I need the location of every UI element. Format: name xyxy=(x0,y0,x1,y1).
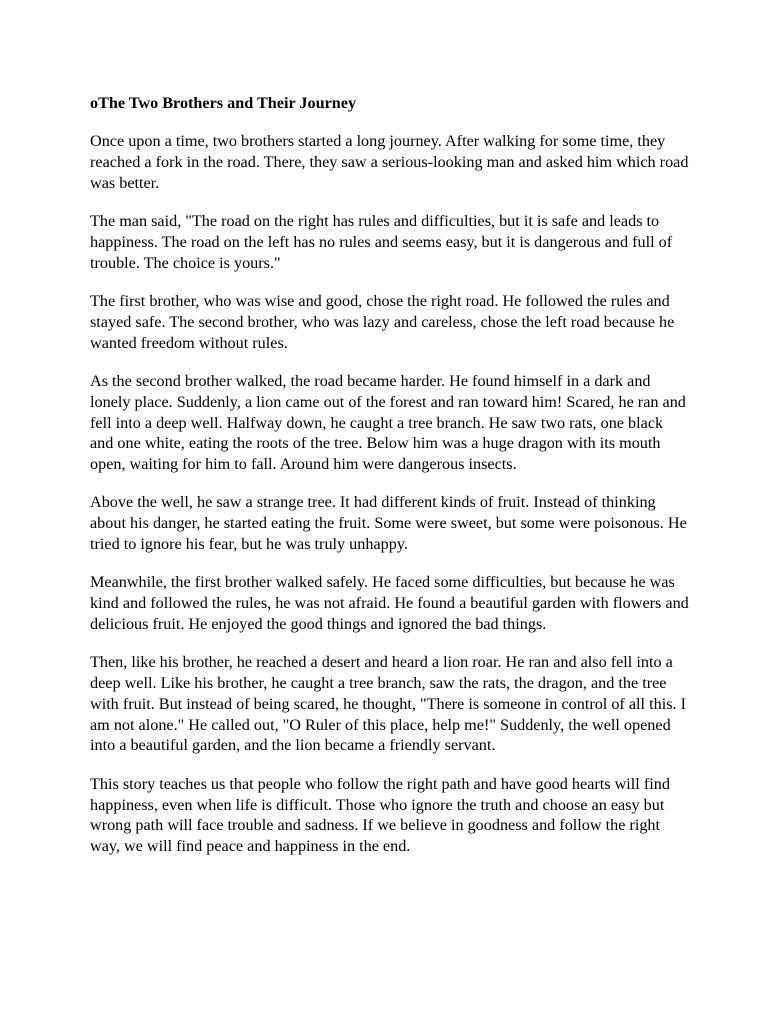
paragraph: As the second brother walked, the road became harder. He found himself in a dark and lonely place. Suddenly, a lion came out of the forest and ran toward him! Scared, he ran and fell into a deep well. Halfway down, he caught a tree branch. He saw two rats, one black and one white, eating the roots of the tree. Below him was a huge dragon with its mouth open, waiting for him to fall. Around him were dangerous insects. xyxy=(90,371,686,474)
paragraph: This story teaches us that people who follow the right path and have good hearts will find happiness, even when life is difficult. Those who ignore the truth and choose an easy but wrong path will face trouble and sadness. If we believe in goodness and follow the right way, we will find peace and happiness in the end. xyxy=(90,774,670,856)
paragraph: Once upon a time, two brothers started a long journey. After walking for some time, they reached a fork in the road. There, they saw a serious-looking man and asked him which road was better. xyxy=(90,132,689,192)
paragraph: The first brother, who was wise and good, chose the right road. He followed the rules and stayed safe. The second brother, who was lazy and careless, chose the left road because he wanted freedom without rules. xyxy=(90,292,675,352)
paragraph: Then, like his brother, he reached a desert and heard a lion roar. He ran and also fell into a deep well. Like his brother, he caught a tree branch, saw the rats, the dragon, and the tree with fruit. But instead of being scared, he thought, "There is someone in control of all this. I am not alone." He called out, "O Ruler of this place, help me!" Suddenly, the well opened into a beautiful garden, and the lion became a friendly servant. xyxy=(90,653,686,755)
document-page xyxy=(90,93,690,874)
paragraph: Above the well, he saw a strange tree. It had different kinds of fruit. Instead of thinking about his danger, he started eating the fruit. Some were sweet, but some were poisonous. He tried to ignore his fear, but he was truly unhappy. xyxy=(90,493,687,554)
paragraph: The man said, "The road on the right has rules and difficulties, but it is safe and leads to happiness. The road on the left has no rules and seems easy, but it is dangerous and full of trouble. The choice is yours." xyxy=(90,212,673,272)
paragraph: Meanwhile, the first brother walked safely. He faced some difficulties, but because he was kind and followed the rules, he was not afraid. He found a beautiful garden with flowers and delicious fruit. He enjoyed the good things and ignored the bad things. xyxy=(90,573,689,633)
document-title: oThe Two Brothers and Their Journey xyxy=(90,94,357,112)
